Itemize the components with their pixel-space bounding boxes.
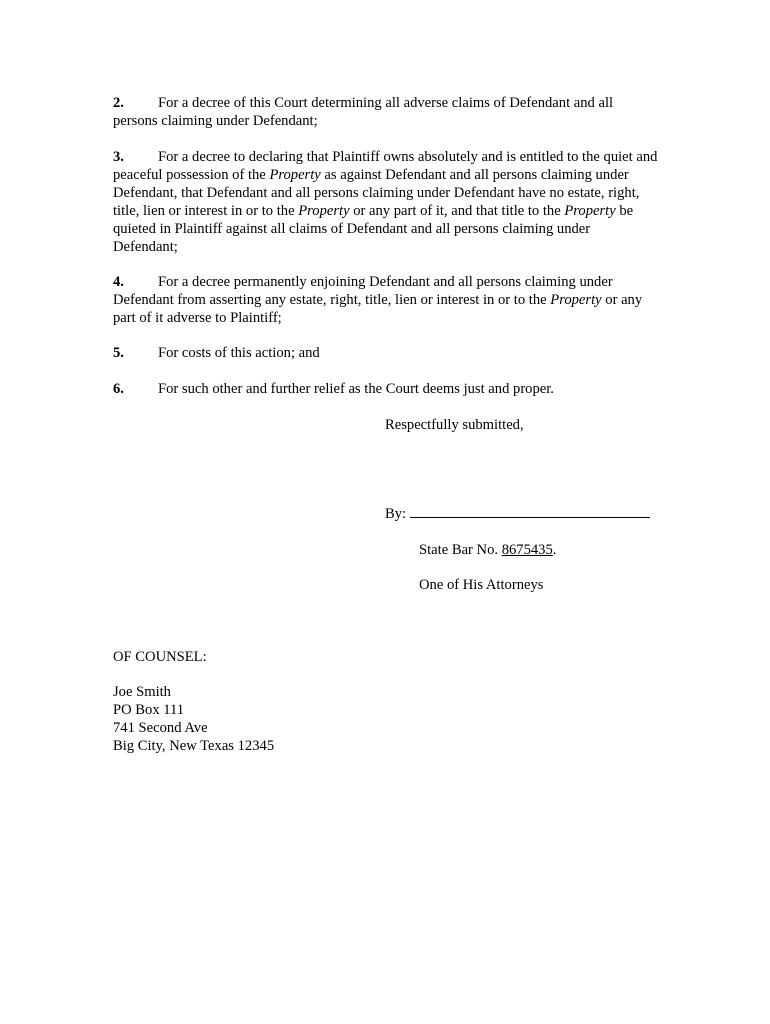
paragraph-text: or any part of it adverse to Plaintiff; bbox=[113, 292, 643, 326]
address-line: PO Box 111 bbox=[113, 702, 185, 718]
counsel-name: Joe Smith bbox=[113, 684, 171, 700]
property-term: Property bbox=[550, 292, 602, 308]
paragraph-5 bbox=[113, 344, 658, 362]
address-line: 741 Second Ave bbox=[113, 720, 208, 736]
paragraph-text: For costs of this action; and bbox=[158, 345, 320, 361]
paragraph-6 bbox=[113, 380, 658, 398]
bar-suffix: . bbox=[552, 542, 557, 558]
paragraph-2 bbox=[113, 94, 658, 130]
state-bar-line bbox=[419, 541, 556, 559]
paragraph-text: or any part of it, and that title to the bbox=[349, 203, 565, 219]
paragraph-number: 2. bbox=[113, 95, 124, 111]
paragraph-text: For such other and further relief as the Court deems just and proper. bbox=[158, 381, 554, 397]
signature-row bbox=[385, 505, 650, 523]
paragraph-text: For a decree to declaring that Plaintiff owns absolutely and is entitled to the quiet and peaceful possession of the bbox=[113, 149, 658, 183]
bar-number: 8675435 bbox=[501, 542, 553, 558]
paragraph-number: 4. bbox=[113, 274, 124, 290]
paragraph-text: be quieted in Plaintiff against all claims of Defendant and all persons claiming under Defendant; bbox=[113, 203, 634, 255]
property-term: Property bbox=[298, 203, 350, 219]
property-term: Property bbox=[269, 167, 321, 183]
address-line: Big City, New Texas 12345 bbox=[113, 738, 275, 754]
attorney-role: One of His Attorneys bbox=[419, 577, 544, 593]
paragraph-number: 3. bbox=[113, 149, 124, 165]
paragraph-3 bbox=[113, 148, 658, 256]
property-term: Property bbox=[564, 203, 616, 219]
counsel-address-block bbox=[113, 683, 274, 755]
paragraph-4 bbox=[113, 273, 658, 327]
bar-label: State Bar No. bbox=[419, 542, 502, 558]
by-label: By: bbox=[385, 506, 407, 522]
paragraph-text: as against Defendant and all persons claiming under Defendant, that Defendant and all persons claiming under Defendant have no estate, right, title, lien or interest in or to the bbox=[113, 167, 640, 219]
paragraph-text: For a decree permanently enjoining Defendant and all persons claiming under Defendant from asserting any estate, right, title, lien or interest in or to the bbox=[113, 274, 613, 308]
signature-line bbox=[410, 505, 650, 518]
paragraph-number: 6. bbox=[113, 381, 124, 397]
closing-text: Respectfully submitted, bbox=[385, 417, 524, 433]
paragraph-number: 5. bbox=[113, 345, 124, 361]
of-counsel-heading: OF COUNSEL: bbox=[113, 649, 207, 665]
paragraph-text: For a decree of this Court determining all adverse claims of Defendant and all persons claiming under Defendant; bbox=[113, 95, 614, 129]
